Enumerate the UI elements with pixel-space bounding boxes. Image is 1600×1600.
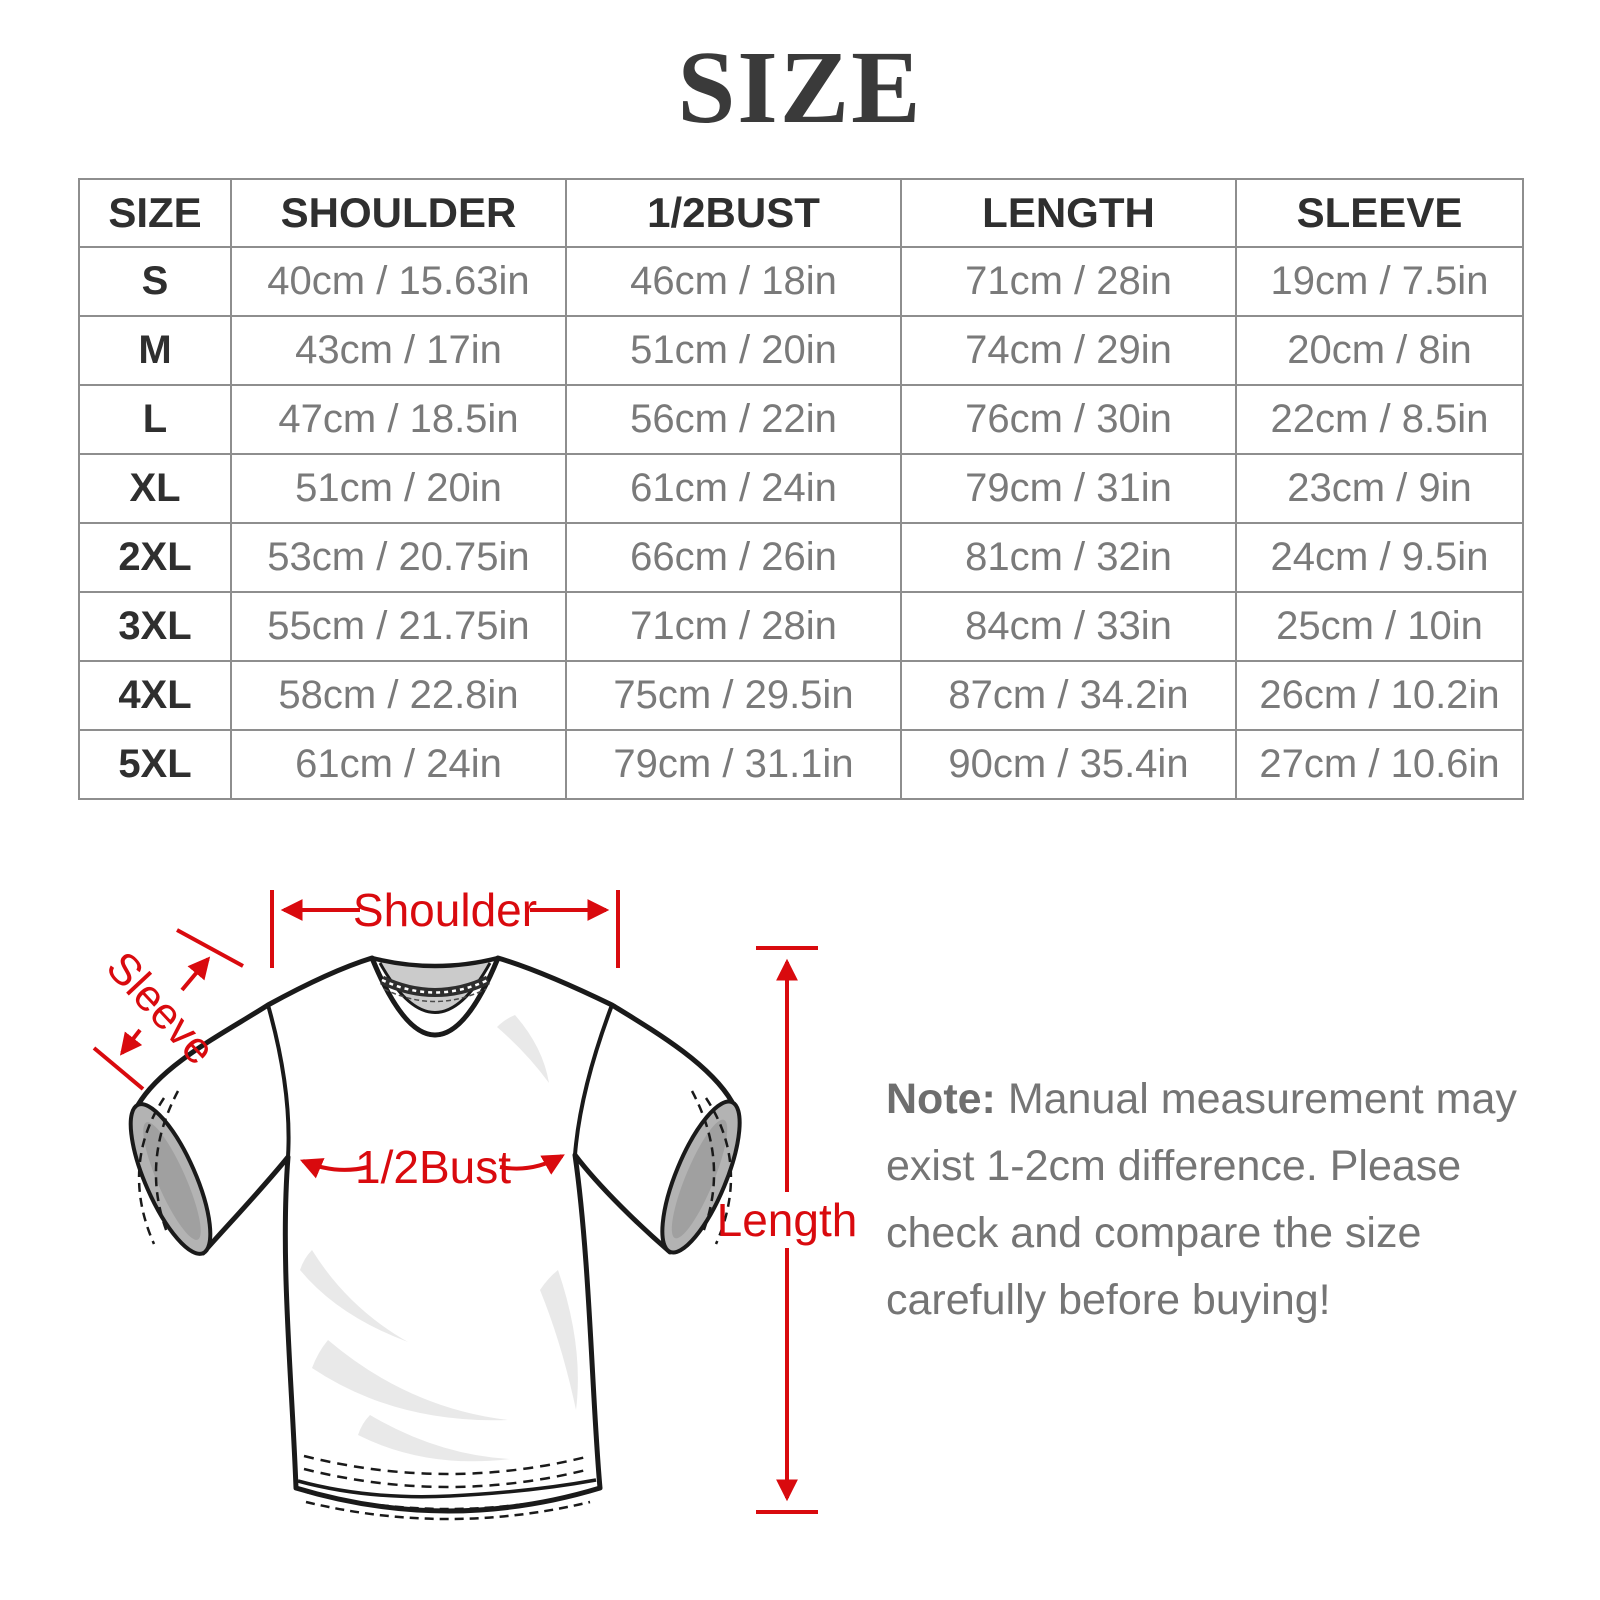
header-length: LENGTH [901, 179, 1236, 247]
shoulder-value: 61cm / 24in [231, 730, 566, 799]
size-table [78, 178, 1524, 800]
table-header-row [79, 179, 1523, 247]
header-shoulder: SHOULDER [231, 179, 566, 247]
shoulder-value: 43cm / 17in [231, 316, 566, 385]
size-label: 3XL [79, 592, 231, 661]
bust-value: 61cm / 24in [566, 454, 901, 523]
bust-value: 66cm / 26in [566, 523, 901, 592]
table-row [79, 592, 1523, 661]
bust-value: 51cm / 20in [566, 316, 901, 385]
shoulder-value: 53cm / 20.75in [231, 523, 566, 592]
header-bust: 1/2BUST [566, 179, 901, 247]
sleeve-value: 24cm / 9.5in [1236, 523, 1523, 592]
note-body: Manual measurement may exist 1-2cm difference. Please check and compare the size carefully before buying! [886, 1075, 1517, 1324]
size-label: 2XL [79, 523, 231, 592]
length-value: 81cm / 32in [901, 523, 1236, 592]
sleeve-value: 23cm / 9in [1236, 454, 1523, 523]
shoulder-measure [272, 884, 618, 968]
size-label: XL [79, 454, 231, 523]
header-size: SIZE [79, 179, 231, 247]
sleeve-value: 19cm / 7.5in [1236, 247, 1523, 316]
table-row [79, 661, 1523, 730]
sleeve-value: 25cm / 10in [1236, 592, 1523, 661]
note-prefix: Note: [886, 1075, 996, 1123]
bust-value: 56cm / 22in [566, 385, 901, 454]
shoulder-value: 55cm / 21.75in [231, 592, 566, 661]
page-title: SIZE [677, 30, 923, 145]
length-label: Length [716, 1194, 858, 1246]
note-text [886, 1066, 1534, 1333]
table-row [79, 730, 1523, 799]
length-value: 79cm / 31in [901, 454, 1236, 523]
bust-value: 75cm / 29.5in [566, 661, 901, 730]
bust-value: 71cm / 28in [566, 592, 901, 661]
length-value: 84cm / 33in [901, 592, 1236, 661]
shoulder-label: Shoulder [352, 884, 538, 936]
bust-value: 79cm / 31.1in [566, 730, 901, 799]
size-label: 4XL [79, 661, 231, 730]
length-value: 87cm / 34.2in [901, 661, 1236, 730]
table-row [79, 247, 1523, 316]
sleeve-value: 27cm / 10.6in [1236, 730, 1523, 799]
length-measure [717, 948, 858, 1512]
length-value: 71cm / 28in [901, 247, 1236, 316]
header-sleeve: SLEEVE [1236, 179, 1523, 247]
sleeve-value: 26cm / 10.2in [1236, 661, 1523, 730]
shoulder-value: 58cm / 22.8in [231, 661, 566, 730]
table-row [79, 385, 1523, 454]
table-row [79, 316, 1523, 385]
length-value: 76cm / 30in [901, 385, 1236, 454]
shoulder-value: 51cm / 20in [231, 454, 566, 523]
bust-value: 46cm / 18in [566, 247, 901, 316]
sleeve-value: 22cm / 8.5in [1236, 385, 1523, 454]
length-value: 90cm / 35.4in [901, 730, 1236, 799]
size-label: S [79, 247, 231, 316]
shoulder-value: 40cm / 15.63in [231, 247, 566, 316]
table-row [79, 523, 1523, 592]
bust-label: 1/2Bust [355, 1141, 511, 1193]
sleeve-value: 20cm / 8in [1236, 316, 1523, 385]
size-label: M [79, 316, 231, 385]
size-label: 5XL [79, 730, 231, 799]
size-label: L [79, 385, 231, 454]
sleeve-label: Sleeve [96, 942, 225, 1075]
shoulder-value: 47cm / 18.5in [231, 385, 566, 454]
table-row [79, 454, 1523, 523]
length-value: 74cm / 29in [901, 316, 1236, 385]
tshirt-measurement-diagram [60, 840, 960, 1600]
